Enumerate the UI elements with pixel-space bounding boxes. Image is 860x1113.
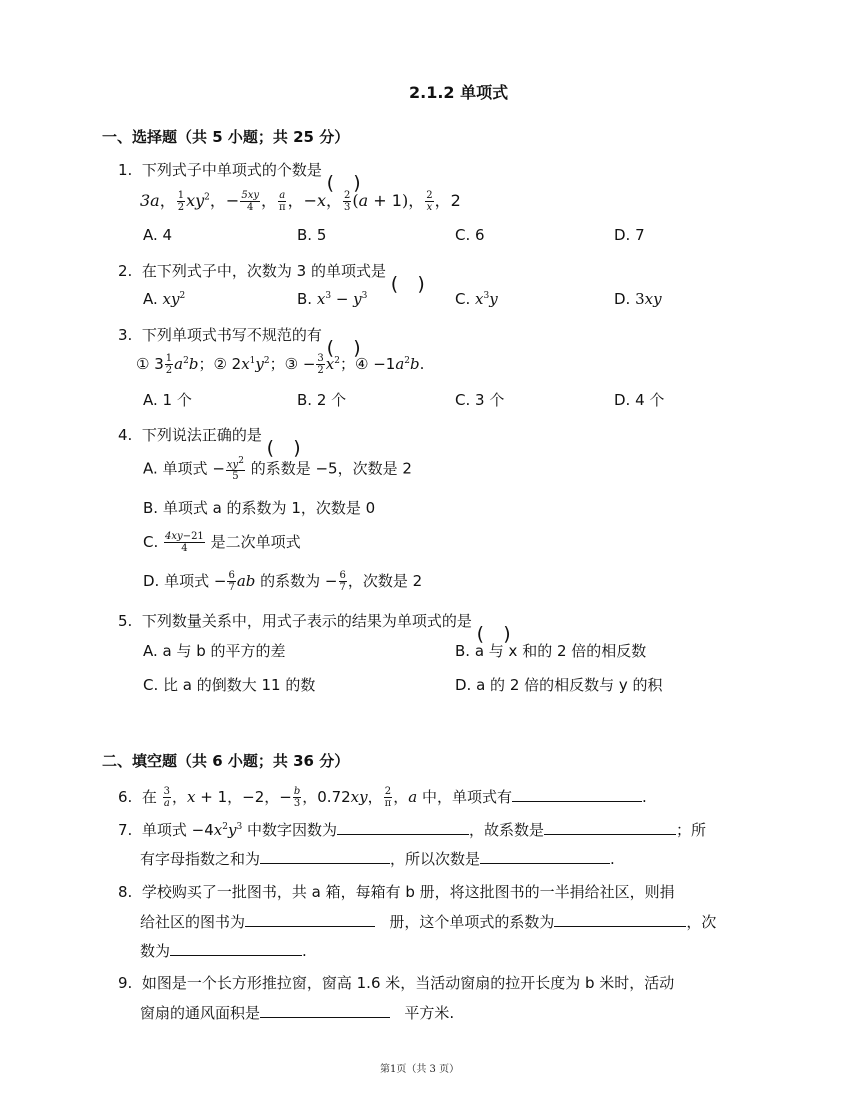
- question-1: [118, 159, 361, 180]
- question-number: 1.: [118, 161, 133, 179]
- question-9-line-2: 窗扇的通风面积是 平方米.: [140, 1004, 455, 1022]
- question-stem: 下列说法正确的是: [141, 426, 262, 444]
- q2-option-c[interactable]: C. $x^3y$: [455, 290, 498, 308]
- question-8-line-3: 数为 .: [140, 942, 307, 960]
- page-title: 2.1.2 单项式: [409, 83, 509, 102]
- question-8: 8. 学校购买了一批图书，共 a 箱，每箱有 b 册，将这批图书的一半捐给社区，则捐: [118, 883, 675, 901]
- q3-expressions: ① 3 $\frac{1}{2}$ $a^2b$；② $2x^1y^2$；③ − $\frac{3}{2}$ $x^2$；④ $-1a^2b$.: [136, 353, 425, 376]
- question-stem: 下列单项式书写不规范的有: [141, 326, 322, 344]
- q2-option-a[interactable]: A. $xy^2$: [143, 290, 186, 308]
- q4-option-a[interactable]: A. 单项式 − $\frac{xy^2}{5}$ 的系数是 −5，次数是 2: [143, 456, 412, 483]
- q5-option-c[interactable]: C. 比 a 的倒数大 11 的数: [143, 676, 316, 694]
- question-7: 7. 单项式 $-4x^2y^3$ 中数字因数为 ，故系数是 ；所: [118, 821, 707, 839]
- q3-option-b[interactable]: B. 2 个: [297, 391, 347, 409]
- q1-option-c[interactable]: C. 6: [455, 226, 485, 244]
- section-heading-choice: 一、选择题（共 5 小题；共 25 分）: [102, 128, 350, 146]
- q7-blank-3[interactable]: [260, 863, 390, 864]
- q8-blank-1[interactable]: [245, 926, 375, 927]
- question-number: 2.: [118, 262, 133, 280]
- q3-option-d[interactable]: D. 4 个: [614, 391, 665, 409]
- q1-expressions: 3a， $\frac{1}{2}$ $xy^2$，− $\frac{5xy}{4}$ ， $\frac{a}{\pi}$ ，−x， $\frac{2}{3}$ (a + 1)， $\frac{2}{x}$ ，2: [140, 190, 461, 213]
- q1-option-d[interactable]: D. 7: [614, 226, 645, 244]
- q7-blank-4[interactable]: [480, 863, 610, 864]
- question-3: [118, 324, 361, 345]
- q7-blank-2[interactable]: [544, 834, 676, 835]
- q3-option-a[interactable]: A. 1 个: [143, 391, 192, 409]
- question-stem: 在下列式子中，次数为 3 的单项式是: [141, 262, 386, 280]
- question-5: [118, 610, 511, 631]
- question-number: 3.: [118, 326, 133, 344]
- q8-blank-3[interactable]: [170, 955, 302, 956]
- question-7-line-2: 有字母指数之和为 ，所以次数是 .: [140, 850, 615, 868]
- question-stem: 下列数量关系中，用式子表示的结果为单项式的是: [141, 612, 472, 630]
- q2-option-b[interactable]: B. $x^3 - y^3$: [297, 290, 368, 308]
- question-9: 9. 如图是一个长方形推拉窗，窗高 1.6 米，当活动窗扇的拉开长度为 b 米时，活动: [118, 974, 675, 992]
- section-heading-fill: 二、填空题（共 6 小题；共 36 分）: [102, 752, 350, 770]
- q6-answer-blank[interactable]: [512, 801, 642, 802]
- question-stem: 下列式子中单项式的个数是: [141, 161, 322, 179]
- question-8-line-2: 给社区的图书为 册，这个单项式的系数为 ，次: [140, 913, 717, 931]
- question-number: 4.: [118, 426, 133, 444]
- q2-option-d[interactable]: D. 3xy: [614, 290, 662, 308]
- q7-blank-1[interactable]: [337, 834, 469, 835]
- question-6: 6. 在 $\frac{3}{a}$ ，x + 1，−2，− $\frac{b}{3}$ ，0.72xy， $\frac{2}{\pi}$ ，a 中，单项式有 .: [118, 786, 647, 809]
- question-4: [118, 424, 301, 445]
- q8-blank-2[interactable]: [554, 926, 686, 927]
- q1-option-b[interactable]: B. 5: [297, 226, 327, 244]
- q3-option-c[interactable]: C. 3 个: [455, 391, 505, 409]
- q5-option-b[interactable]: B. a 与 x 和的 2 倍的相反数: [455, 642, 647, 660]
- page-footer: 第1页（共 3 页）: [380, 1064, 460, 1075]
- q5-option-d[interactable]: D. a 的 2 倍的相反数与 y 的积: [455, 676, 663, 694]
- q9-answer-blank[interactable]: [260, 1017, 390, 1018]
- q4-option-b[interactable]: B. 单项式 a 的系数为 1，次数是 0: [143, 499, 376, 517]
- q5-option-a[interactable]: A. a 与 b 的平方的差: [143, 642, 286, 660]
- q1-option-a[interactable]: A. 4: [143, 226, 173, 244]
- q4-option-d[interactable]: D. 单项式 − $\frac{6}{7}$ ab 的系数为 − $\frac{6}{7}$ ，次数是 2: [143, 570, 423, 593]
- question-2: [118, 260, 425, 281]
- question-number: 5.: [118, 612, 133, 630]
- q4-option-c[interactable]: C. $\frac{4xy-21}{4}$ 是二次单项式: [143, 531, 301, 554]
